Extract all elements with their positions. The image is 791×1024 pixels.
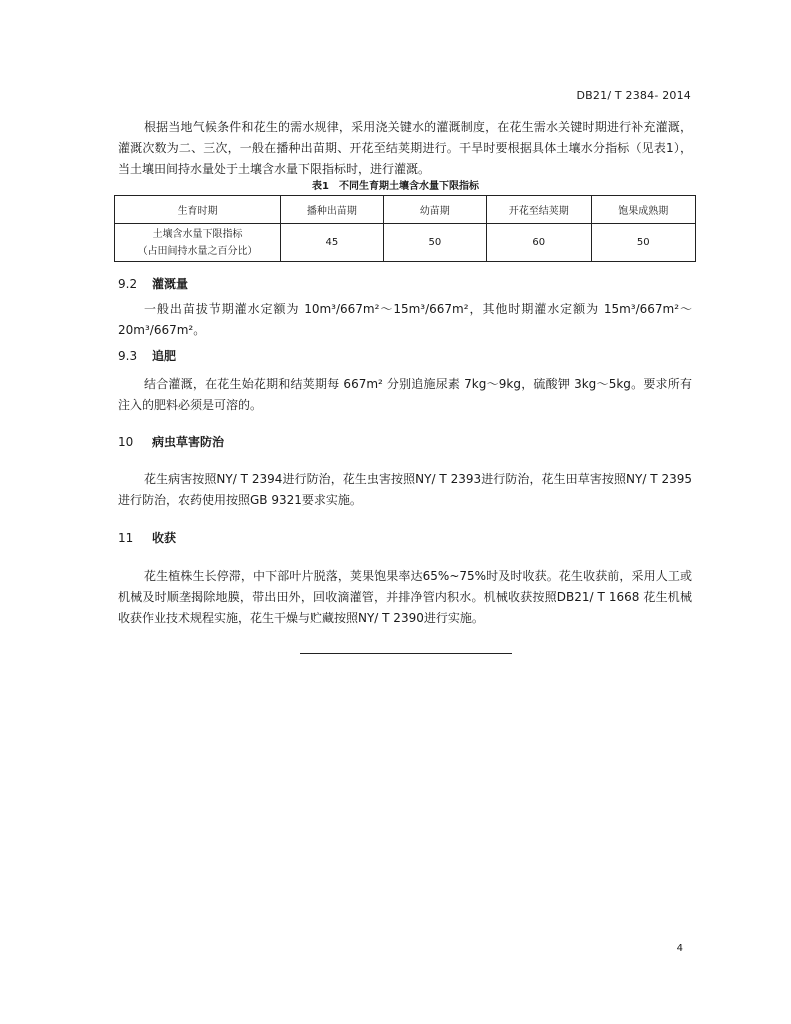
page-number: 4 xyxy=(676,943,683,954)
section-title: 病虫草害防治 xyxy=(152,435,225,449)
section-text: 花生植株生长停滞，中下部叶片脱落，荚果饱果率达65%~75%时及时收获。花生收获前，采用人工或机械及时顺垄揭除地膜，带出田外，回收滴灌管，并排净管内积水。机械收获按照DB21/ T 1668 花生机械收获作业技术规程实施，花生干燥与贮藏按照NY/ T 2390进行实施。 xyxy=(118,569,692,625)
section-text: 一般出苗拔节期灌水定额为 10m³/667m²～15m³/667m²，其他时期灌水定额为 15m³/667m²～20m³/667m²。 xyxy=(118,302,692,337)
table-cell: 45 xyxy=(281,224,383,262)
table-cell: 50 xyxy=(591,224,696,262)
row-label-line: 土壤含水量下限指标 xyxy=(152,228,243,240)
section-title: 收获 xyxy=(152,531,177,545)
section-number: 11 xyxy=(118,531,134,545)
table-header-cell: 生育时期 xyxy=(115,196,281,224)
section-number: 9.2 xyxy=(118,277,138,291)
row-label-cell xyxy=(115,224,281,262)
table-cell: 60 xyxy=(487,224,591,262)
section-heading-10 xyxy=(118,433,224,450)
end-rule xyxy=(300,653,512,654)
section-heading-9-3 xyxy=(118,347,176,364)
intro-paragraph: 根据当地气候条件和花生的需水规律，采用浇关键水的灌溉制度，在花生需水关键时期进行补充灌溉，灌溉次数为二、三次，一般在播种出苗期、开花至结荚期进行。干旱时要根据具体土壤水分指标（见表1），当土壤田间持水量处于土壤含水量下限指标时，进行灌溉。 xyxy=(118,120,692,176)
table-header-cell: 播种出苗期 xyxy=(281,196,383,224)
table-row xyxy=(115,224,696,262)
section-title: 灌溉量 xyxy=(152,277,189,291)
section-number: 9.3 xyxy=(118,349,138,363)
section-text: 花生病害按照NY/ T 2394进行防治，花生虫害按照NY/ T 2393进行防治，花生田草害按照NY/ T 2395进行防治，农药使用按照GB 9321要求实施。 xyxy=(118,472,692,507)
table-cell: 50 xyxy=(383,224,486,262)
row-label-line: （占田间持水量之百分比） xyxy=(137,245,258,257)
section-heading-11 xyxy=(118,529,176,546)
table-header-cell: 幼苗期 xyxy=(383,196,486,224)
section-text: 结合灌溉，在花生始花期和结荚期每 667m² 分别追施尿素 7kg～9kg，硫酸钾 3kg～5kg。要求所有注入的肥料必须是可溶的。 xyxy=(118,377,692,412)
section-heading-9-2 xyxy=(118,275,188,292)
soil-moisture-table xyxy=(114,195,696,262)
table-caption: 表1 不同生育期土壤含水量下限指标 xyxy=(312,181,479,192)
table-header-cell: 饱果成熟期 xyxy=(591,196,696,224)
document-code: DB21/ T 2384- 2014 xyxy=(576,89,691,102)
section-title: 追肥 xyxy=(152,349,177,363)
section-number: 10 xyxy=(118,435,134,449)
table-header-cell: 开花至结荚期 xyxy=(487,196,591,224)
table-header-row xyxy=(115,196,696,224)
